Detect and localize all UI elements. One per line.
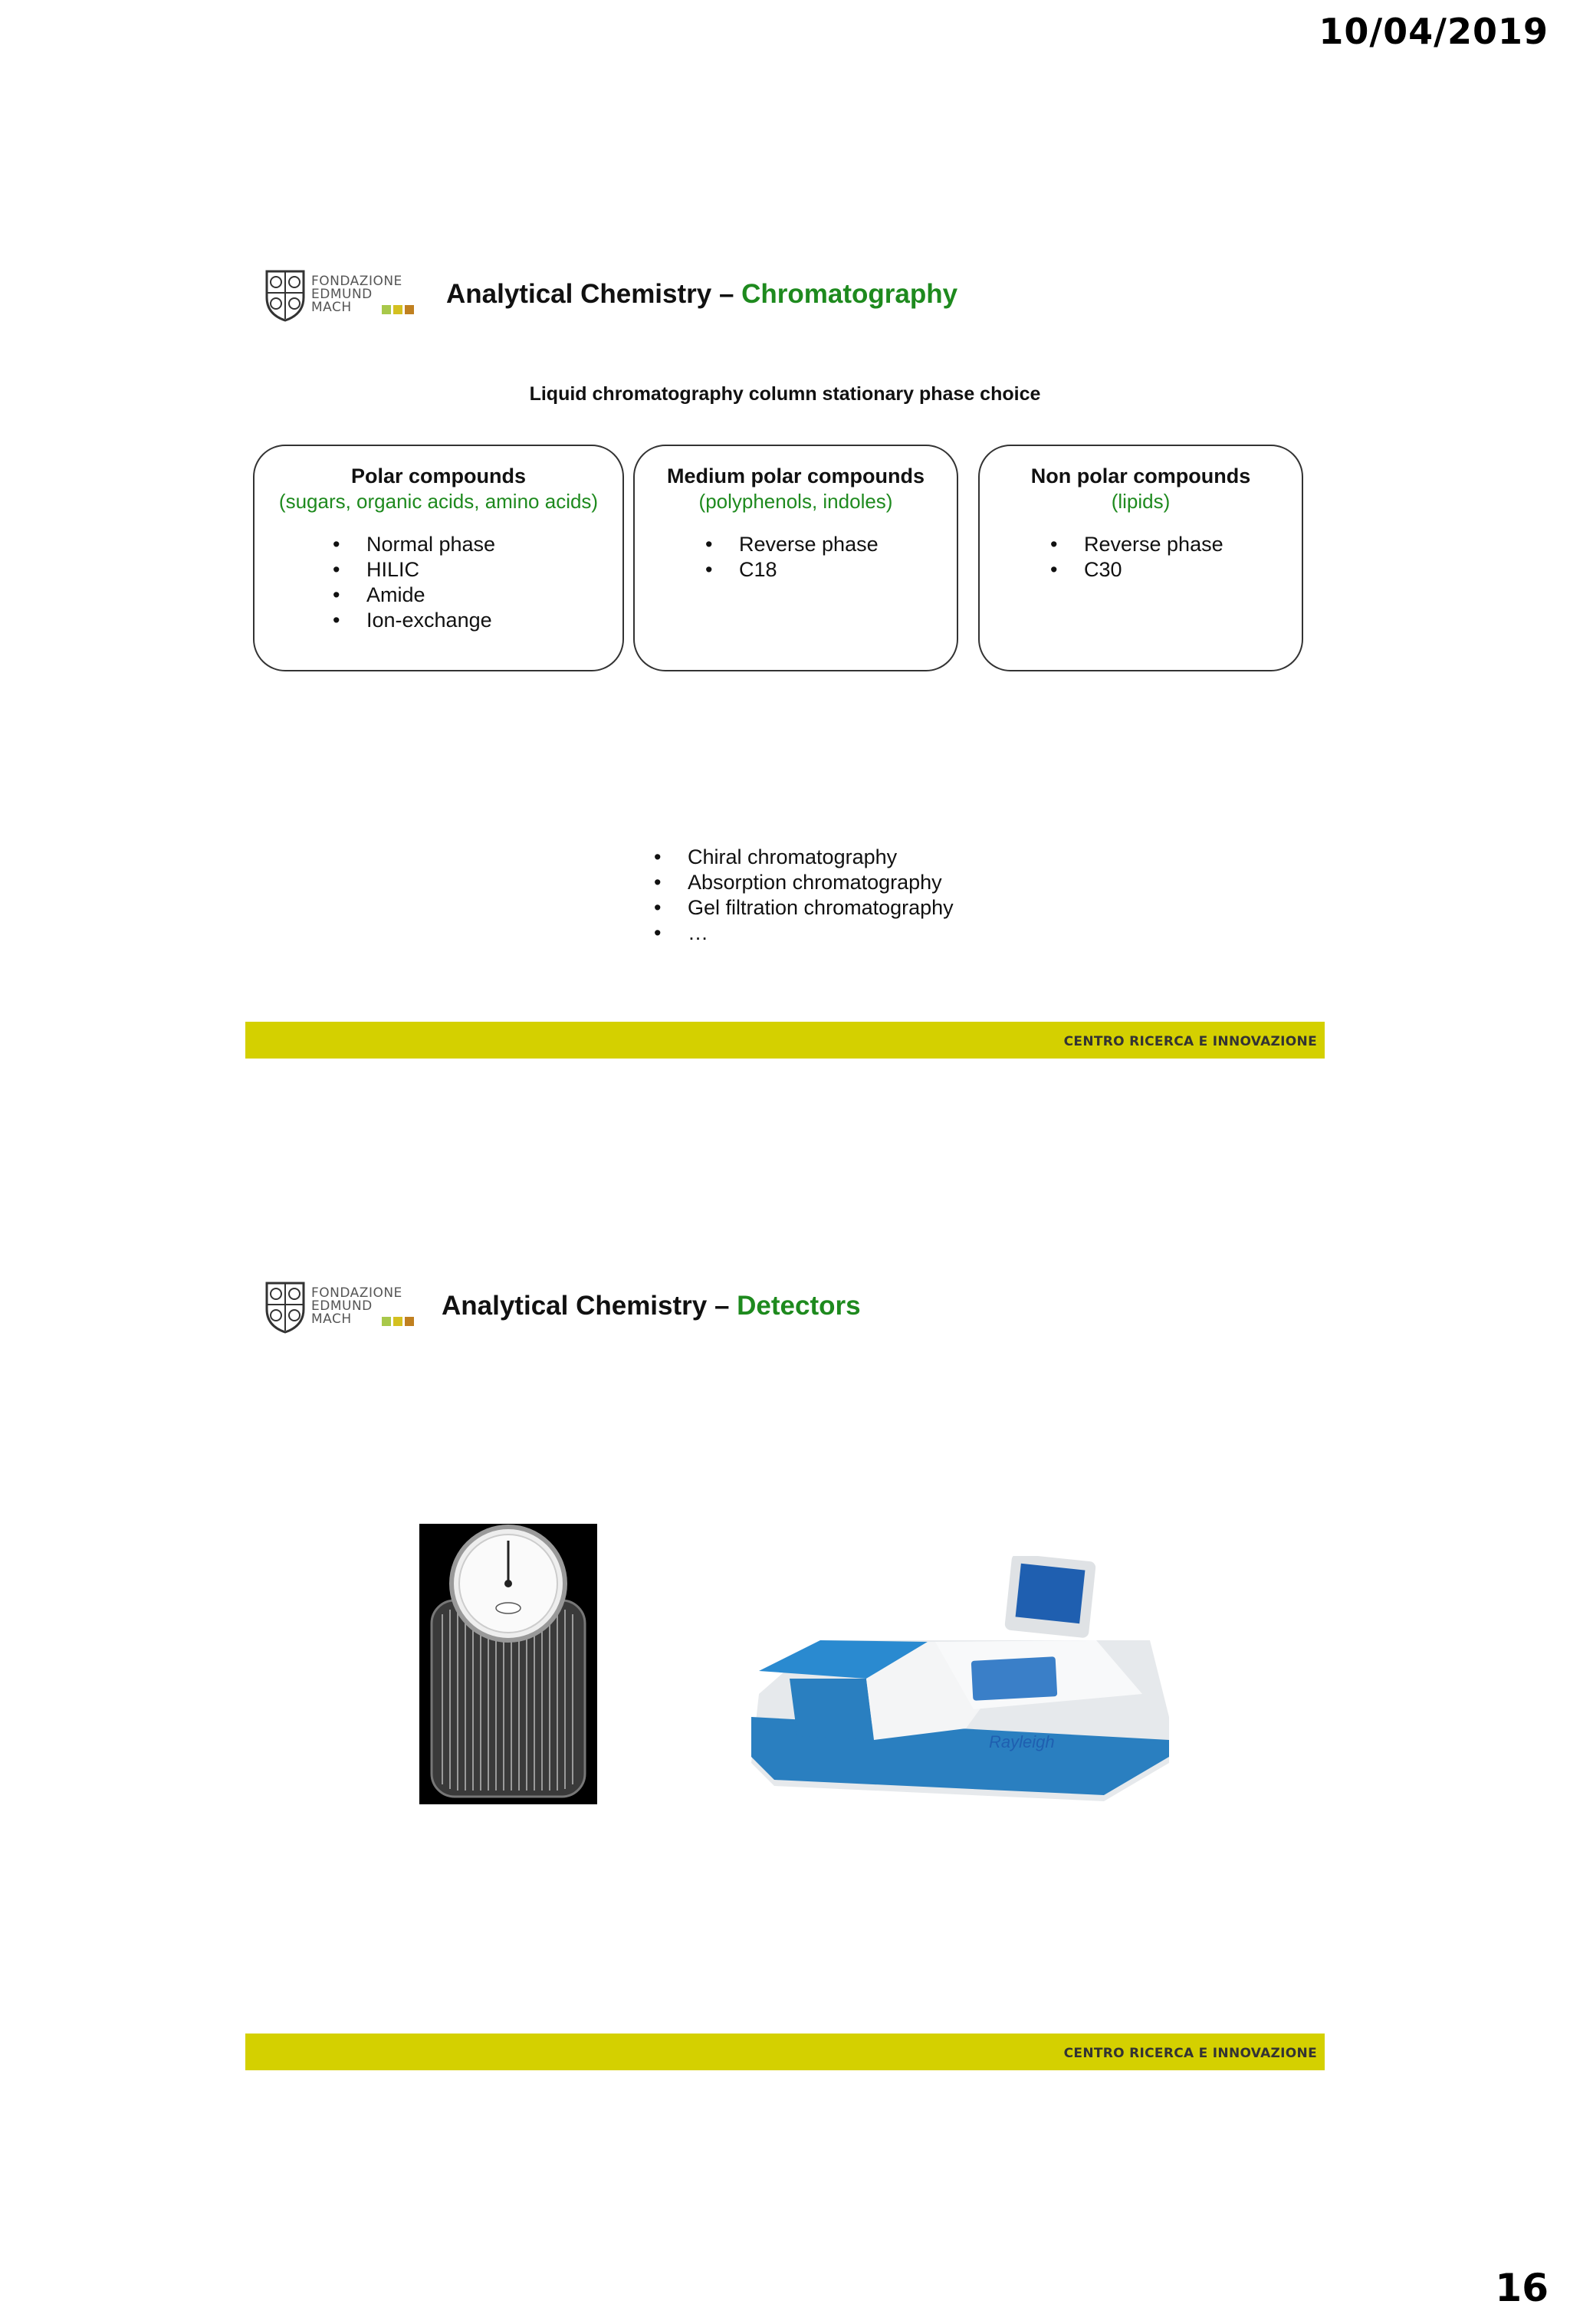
list-item: • C18 (705, 557, 879, 583)
list-item: • Chiral chromatography (654, 845, 954, 870)
box-subtitle: (sugars, organic acids, amino acids) (278, 490, 599, 513)
crest-icon (264, 267, 307, 322)
slide-detectors (245, 1242, 1325, 2070)
polar-compounds-box (253, 445, 624, 671)
logo-square-orange (405, 305, 414, 314)
list-item: • … (654, 921, 954, 946)
list-item: • Normal phase (333, 532, 495, 557)
page-number: 16 (1495, 2266, 1549, 2310)
bathroom-scale-image (419, 1524, 597, 1804)
slide-chromatography (245, 230, 1325, 1058)
logo-square-green (382, 1317, 391, 1326)
box-title: Non polar compounds (1030, 464, 1251, 487)
logo-square-yellow (393, 1317, 402, 1326)
footer-text: CENTRO RICERCA E INNOVAZIONE (1063, 1034, 1317, 1049)
logo-text-line2: EDMUND (311, 1298, 373, 1314)
box-list (705, 532, 879, 583)
box-title: Polar compounds (350, 464, 527, 487)
fem-logo (264, 1279, 417, 1340)
logo-text-line2: EDMUND (311, 287, 373, 302)
logo-text-line1: FONDAZIONE (311, 274, 402, 289)
title-prefix: Analytical Chemistry – (442, 1291, 737, 1321)
medium-polar-compounds-box (633, 445, 958, 671)
logo-square-yellow (393, 305, 402, 314)
footer-text: CENTRO RICERCA E INNOVAZIONE (1063, 2046, 1317, 2061)
slide-subtitle: Liquid chromatography column stationary phase choice (529, 383, 1041, 405)
slide-title (446, 279, 957, 310)
logo-text-line3: MACH (311, 300, 352, 315)
footer-bar (245, 1022, 1325, 1059)
list-item: • Gel filtration chromatography (654, 895, 954, 921)
box-list (333, 532, 495, 633)
non-polar-compounds-box (978, 445, 1303, 671)
other-chromatography-list (654, 845, 954, 946)
footer-bar (245, 2034, 1325, 2070)
crest-icon (264, 1279, 307, 1334)
page-date: 10/04/2019 (1319, 11, 1549, 52)
slide-title (442, 1291, 861, 1321)
box-title: Medium polar compounds (666, 464, 925, 487)
list-item: • Reverse phase (705, 532, 879, 557)
spectro-brand-mark: Rayleigh (989, 1732, 1055, 1751)
list-item: • HILIC (333, 557, 495, 583)
list-item: • Amide (333, 583, 495, 608)
logo-square-orange (405, 1317, 414, 1326)
logo-text-line1: FONDAZIONE (311, 1285, 402, 1301)
title-accent: Detectors (737, 1291, 861, 1321)
list-item: • Reverse phase (1050, 532, 1223, 557)
logo-square-green (382, 305, 391, 314)
list-item: • Absorption chromatography (654, 870, 954, 895)
list-item: • Ion-exchange (333, 608, 495, 633)
title-prefix: Analytical Chemistry – (446, 279, 742, 309)
box-list (1050, 532, 1223, 583)
list-item: • C30 (1050, 557, 1223, 583)
spectrophotometer-image (744, 1556, 1181, 1817)
fem-logo (264, 267, 417, 328)
title-accent: Chromatography (741, 279, 958, 309)
box-subtitle: (polyphenols, indoles) (698, 490, 893, 513)
logo-text-line3: MACH (311, 1311, 352, 1327)
box-subtitle: (lipids) (1111, 490, 1171, 513)
